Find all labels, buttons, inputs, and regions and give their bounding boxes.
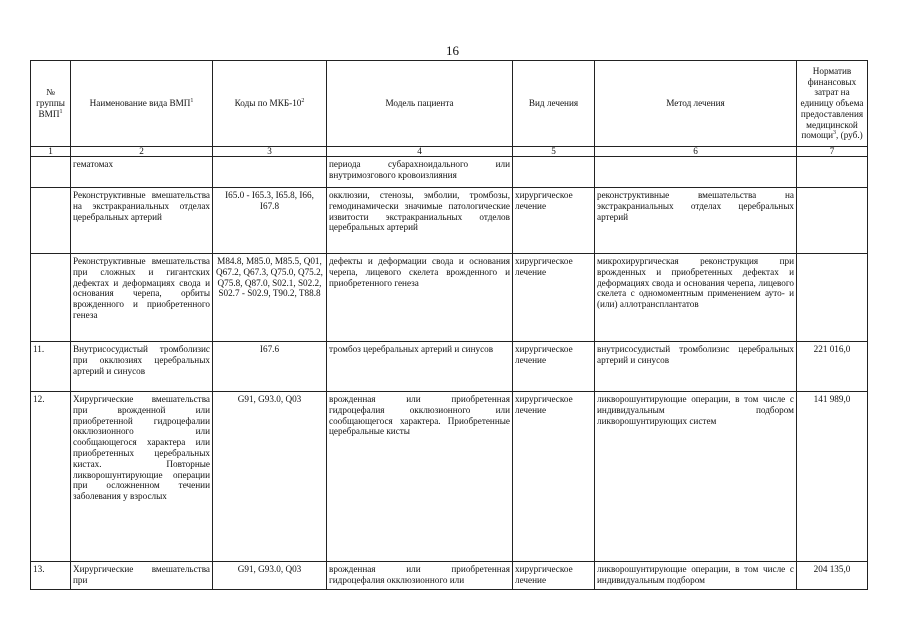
header-codes: Коды по МКБ-$10^2$: [213, 61, 327, 147]
cell-model: окклюзии, стенозы, эмболии, тромбозы, гемодинамически значимые патологические извитости экстракраниальных отделов церебральных артерий: [327, 188, 513, 254]
cell-norm: [797, 157, 868, 188]
header-method: Метод лечения: [595, 61, 797, 147]
cell-type: хирургическое лечение: [513, 254, 595, 342]
cell-name: Хирургические вмешательства при: [71, 562, 213, 590]
table-row: [31, 562, 868, 590]
cell-group: 11.: [31, 342, 71, 392]
vmp-table: [30, 60, 868, 590]
cell-type: хирургическое лечение: [513, 562, 595, 590]
cell-name: Реконструктивные вмешательства при сложных и гигантских дефектах и деформациях свода и основания черепа, орбиты врожденного и приобретенного генеза: [71, 254, 213, 342]
column-number: 5: [513, 147, 595, 157]
cell-norm: [797, 188, 868, 254]
cell-model: тромбоз церебральных артерий и синусов: [327, 342, 513, 392]
cell-name: Внутрисосудистый тромболизис при окклюзиях церебральных артерий и синусов: [71, 342, 213, 392]
cell-type: хирургическое лечение: [513, 188, 595, 254]
cell-model: дефекты и деформации свода и основания черепа, лицевого скелета врожденного и приобретенного генеза: [327, 254, 513, 342]
cell-type: хирургическое лечение: [513, 392, 595, 562]
cell-codes: G91, G93.0, Q03: [213, 562, 327, 590]
cell-codes: I65.0 - I65.3, I65.8, I66, I67.8: [213, 188, 327, 254]
column-number-row: [31, 147, 868, 157]
column-number: 7: [797, 147, 868, 157]
column-number: 4: [327, 147, 513, 157]
cell-codes: G91, G93.0, Q03: [213, 392, 327, 562]
cell-method: [595, 157, 797, 188]
cell-group: [31, 157, 71, 188]
cell-method: микрохирургическая реконструкция при врожденных и приобретенных дефектах и деформациях свода и основания черепа, лицевого скелета с одномоментным применением ауто- и (или) аллотрансплантатов: [595, 254, 797, 342]
table-row: [31, 157, 868, 188]
page-number: 16: [446, 43, 459, 58]
cell-group: 12.: [31, 392, 71, 562]
cell-method: ликворошунтирующие операции, в том числе с индивидуальным подбором: [595, 562, 797, 590]
cell-norm: 221 016,0: [797, 342, 868, 392]
cell-codes: [213, 157, 327, 188]
header-row: [31, 61, 868, 147]
cell-group: [31, 188, 71, 254]
table-row: [31, 254, 868, 342]
cell-group: [31, 254, 71, 342]
table-row: [31, 342, 868, 392]
header-patient-model: Модель пациента: [327, 61, 513, 147]
cell-group: 13.: [31, 562, 71, 590]
cell-norm: 141 989,0: [797, 392, 868, 562]
cell-type: хирургическое лечение: [513, 342, 595, 392]
column-number: 2: [71, 147, 213, 157]
cell-method: реконструктивные вмешательства на экстракраниальных отделах церебральных артерий: [595, 188, 797, 254]
cell-norm: [797, 254, 868, 342]
table-row: [31, 188, 868, 254]
column-number: 1: [31, 147, 71, 157]
cell-name: Хирургические вмешательства при врожденной или приобретенной гидроцефалии окклюзионного или сообщающегося характера или приобретенных церебральных кистах. Повторные ликворошунтирующие операции при осложненном течении заболевания у взрослых: [71, 392, 213, 562]
cell-model: врожденная или приобретенная гидроцефалия окклюзионного или сообщающегося характера. Приобретенные церебральные кисты: [327, 392, 513, 562]
header-norm: Норматив финансовых затрат на единицу объема предоставления медицинской помощи$^3$, (руб.): [797, 61, 868, 147]
table-row: [31, 392, 868, 562]
cell-model: периода субарахноидального или внутримозгового кровоизлияния: [327, 157, 513, 188]
cell-codes: M84.8, M85.0, M85.5, Q01, Q67.2, Q67.3, Q75.0, Q75.2, Q75.8, Q87.0, S02.1, S02.2, S02.7 - S02.9, T90.2, T88.8: [213, 254, 327, 342]
cell-model: врожденная или приобретенная гидроцефалия окклюзионного или: [327, 562, 513, 590]
header-group-no: № группы ВМП$^1$: [31, 61, 71, 147]
cell-codes: I67.6: [213, 342, 327, 392]
column-number: 6: [595, 147, 797, 157]
cell-method: ликворошунтирующие операции, в том числе с индивидуальным подбором ликворошунтирующих систем: [595, 392, 797, 562]
cell-type: [513, 157, 595, 188]
cell-name: Реконструктивные вмешательства на экстракраниальных отделах церебральных артерий: [71, 188, 213, 254]
cell-method: внутрисосудистый тромболизис церебральных артерий и синусов: [595, 342, 797, 392]
cell-norm: 204 135,0: [797, 562, 868, 590]
cell-name: гематомах: [71, 157, 213, 188]
header-name: Наименование вида ВМП$^1$: [71, 61, 213, 147]
column-number: 3: [213, 147, 327, 157]
header-treatment-type: Вид лечения: [513, 61, 595, 147]
